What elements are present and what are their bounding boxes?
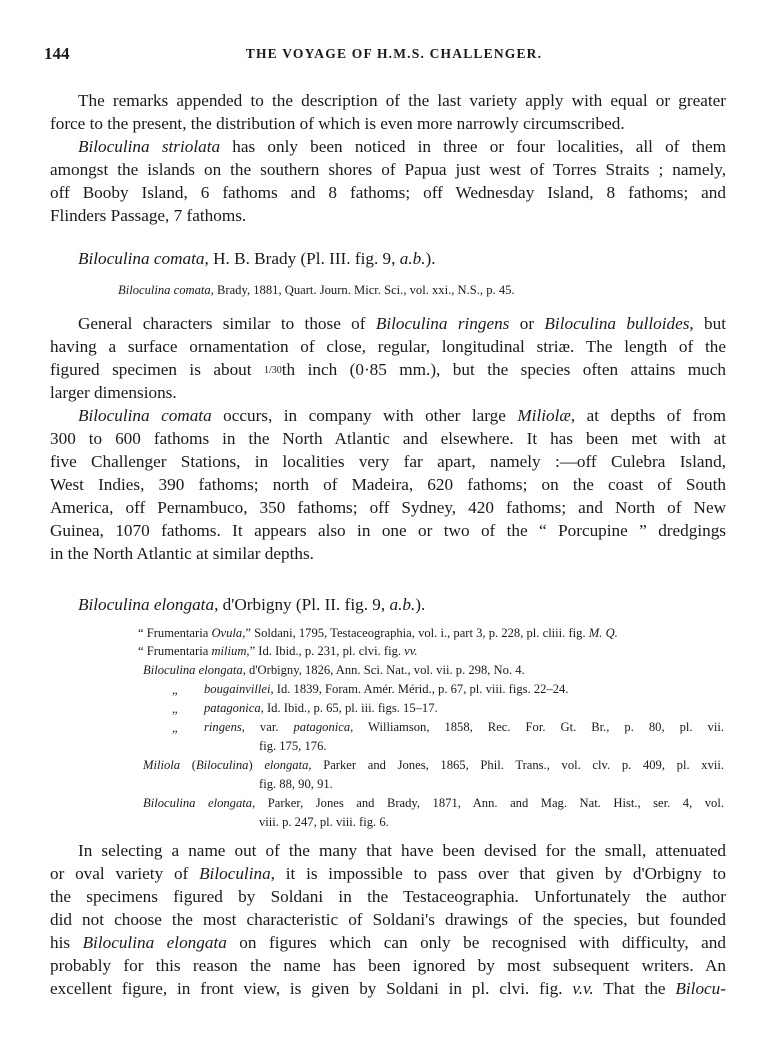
paragraph-line: Guinea, 1070 fathoms. It appears also in one or two of the “ Porcupine ” dredgings bbox=[50, 521, 726, 540]
species-name: Biloculina elongata bbox=[82, 933, 227, 952]
species-name: Biloculina comata bbox=[78, 249, 205, 268]
ditto-mark: „ bbox=[172, 683, 178, 697]
text-run: elongata bbox=[264, 758, 309, 772]
text-run: or oval variety of bbox=[50, 864, 200, 883]
synonymy-line bbox=[143, 757, 724, 774]
synonymy-line bbox=[204, 719, 724, 736]
text-run: Biloculina comata bbox=[118, 283, 211, 297]
species-name: Biloculina comata bbox=[78, 406, 212, 425]
paragraph-line bbox=[50, 932, 726, 954]
synonymy-line bbox=[204, 681, 569, 698]
synonymy-line bbox=[138, 625, 618, 642]
paragraph-line: did not choose the most characteristic of Soldani's drawings of the species, but founded bbox=[50, 910, 726, 929]
text-run: bougainvillei bbox=[204, 682, 271, 696]
text-run: Biloculina elongata bbox=[143, 796, 253, 810]
text-run: That the bbox=[593, 979, 676, 998]
text-run: Miliolæ bbox=[517, 406, 571, 425]
page-number: 144 bbox=[44, 44, 70, 63]
text-run: or bbox=[509, 314, 545, 333]
text-run: his bbox=[50, 933, 83, 952]
text-run: excellent figure, in front view, is given by Soldani in pl. clvi. fig. bbox=[50, 979, 573, 998]
ditto-mark: „ bbox=[172, 702, 178, 716]
paragraph-line: force to the present, the distribution of which is even more narrowly circumscribed. bbox=[50, 114, 625, 133]
paragraph-line: off Booby Island, 6 fathoms and 8 fathoms; off Wednesday Island, 8 fathoms; and bbox=[50, 183, 726, 202]
paragraph-line bbox=[50, 978, 726, 1000]
paragraph-line: amongst the islands on the southern shores of Papua just west of Torres Straits ; namely, bbox=[50, 160, 726, 179]
text-run: , but bbox=[689, 314, 727, 333]
text-run: ,” Soldani, 1795, Testaceographia, vol. i., part 3, p. 228, pl. cliii. fig. bbox=[242, 626, 589, 640]
paragraph-line: West Indies, 390 fathoms; north of Madeira, 620 fathoms; on the coast of South bbox=[50, 475, 726, 494]
text-run: patagonica bbox=[293, 720, 351, 734]
text-run: , var. bbox=[241, 720, 294, 734]
synonymy-line bbox=[138, 643, 418, 660]
synonymy-continuation: viii. p. 247, pl. viii. fig. 6. bbox=[259, 815, 389, 829]
text-run: Bilocu- bbox=[675, 979, 726, 998]
species-heading bbox=[78, 594, 425, 616]
text-run: “ Frumentaria bbox=[138, 626, 212, 640]
paragraph-line: the specimens figured by Soldani in the Testaceographia. Unfortunately the author bbox=[50, 887, 726, 906]
paragraph-line: five Challenger Stations, in localities very far apart, namely :—off Culebra Island, bbox=[50, 452, 726, 471]
species-name: Biloculina striolata bbox=[78, 137, 221, 156]
paragraph-line: The remarks appended to the description of the last variety apply with equal or greater bbox=[78, 91, 726, 110]
text-run: ringens bbox=[204, 720, 242, 734]
text-run: , Parker, Jones and Brady, 1871, Ann. and Mag. Nat. Hist., ser. 4, vol. bbox=[252, 796, 724, 810]
text-run: patagonica bbox=[204, 701, 261, 715]
text-run: figured specimen is about bbox=[50, 360, 264, 379]
text-run: occurs, in company with other large bbox=[211, 406, 518, 425]
text-run: , d'Orbigny, 1826, Ann. Sci. Nat., vol. vii. p. 298, No. 4. bbox=[242, 663, 525, 677]
species-heading bbox=[78, 248, 436, 270]
running-title: THE VOYAGE OF H.M.S. CHALLENGER. bbox=[245, 46, 543, 61]
text-run: ). bbox=[415, 595, 426, 614]
text-run: ,” Id. Ibid., p. 231, pl. clvi. fig. bbox=[246, 644, 405, 658]
text-run: , Williamson, 1858, Rec. For. Gt. Br., p. 80, pl. vii. bbox=[350, 720, 724, 734]
synonymy-line bbox=[204, 700, 438, 717]
paragraph-line: 300 to 600 fathoms in the North Atlantic and elsewhere. It has been met with at bbox=[50, 429, 726, 448]
paragraph-line bbox=[78, 136, 726, 158]
paragraph-line: In selecting a name out of the many that have been devised for the small, attenuated bbox=[78, 841, 726, 860]
paragraph-line: larger dimensions. bbox=[50, 383, 177, 402]
text-run: Miliola bbox=[143, 758, 181, 772]
text-run: “ Frumentaria bbox=[138, 644, 212, 658]
text-run: th inch (0·85 mm.), but the species often attains much bbox=[281, 360, 726, 379]
paragraph-line: America, off Pernambuco, 350 fathoms; off Sydney, 420 fathoms; and North of New bbox=[50, 498, 726, 517]
text-run: Biloculina bbox=[199, 864, 271, 883]
paragraph-line bbox=[78, 313, 726, 335]
ditto-mark: „ bbox=[172, 721, 178, 735]
text-run: has only been noticed in three or four localities, all of them bbox=[220, 137, 726, 156]
text-run: ). bbox=[425, 249, 436, 268]
text-run: milium bbox=[211, 644, 247, 658]
text-run: Biloculina ringens bbox=[375, 314, 510, 333]
synonymy-continuation: fig. 88, 90, 91. bbox=[259, 777, 333, 791]
text-run: a.b. bbox=[389, 595, 416, 614]
fraction: 1/30 bbox=[263, 365, 282, 376]
text-run: , d'Orbigny (Pl. II. fig. 9, bbox=[214, 595, 390, 614]
page-header bbox=[44, 44, 744, 68]
text-run: , Id. Ibid., p. 65, pl. iii. figs. 15–17. bbox=[260, 701, 438, 715]
text-run: Ovula bbox=[211, 626, 243, 640]
species-name: Biloculina elongata bbox=[78, 595, 215, 614]
text-run: , Parker and Jones, 1865, Phil. Trans., vol. clv. p. 409, pl. xvii. bbox=[308, 758, 725, 772]
synonymy-line bbox=[143, 662, 525, 679]
paragraph-line bbox=[50, 863, 726, 885]
paragraph-line bbox=[78, 405, 726, 427]
paragraph-line: having a surface ornamentation of close, regular, longitudinal striæ. The length of the bbox=[50, 337, 726, 356]
text-run: , at depths of from bbox=[570, 406, 726, 425]
text-run: Biloculina bbox=[195, 758, 249, 772]
text-run: Biloculina elongata bbox=[143, 663, 243, 677]
paragraph-line bbox=[50, 359, 726, 382]
paragraph-line: in the North Atlantic at similar depths. bbox=[50, 544, 314, 563]
text-run: , Brady, 1881, Quart. Journ. Micr. Sci., vol. xxi., N.S., p. 45. bbox=[210, 283, 515, 297]
text-run: ( bbox=[180, 758, 196, 772]
reference-line bbox=[118, 282, 515, 299]
synonymy-line bbox=[143, 795, 724, 812]
text-run: v.v. bbox=[572, 979, 594, 998]
text-run: , Id. 1839, Foram. Amér. Mérid., p. 67, pl. viii. figs. 22–24. bbox=[270, 682, 569, 696]
text-run: vv. bbox=[404, 644, 418, 658]
text-run: General characters similar to those of bbox=[78, 314, 376, 333]
paragraph-line: Flinders Passage, 7 fathoms. bbox=[50, 206, 247, 225]
text-run: , it is impossible to pass over that given by d'Orbigny to bbox=[270, 864, 727, 883]
synonymy-continuation: fig. 175, 176. bbox=[259, 739, 327, 753]
text-run: ) bbox=[248, 758, 265, 772]
text-run: Biloculina bulloides bbox=[544, 314, 690, 333]
text-run: a.b. bbox=[399, 249, 426, 268]
paragraph-line: probably for this reason the name has been ignored by most subsequent writers. An bbox=[50, 956, 726, 975]
text-run: M. Q. bbox=[588, 626, 618, 640]
text-run: on figures which can only be recognised with difficulty, and bbox=[226, 933, 726, 952]
text-run: , H. B. Brady (Pl. III. fig. 9, bbox=[204, 249, 400, 268]
